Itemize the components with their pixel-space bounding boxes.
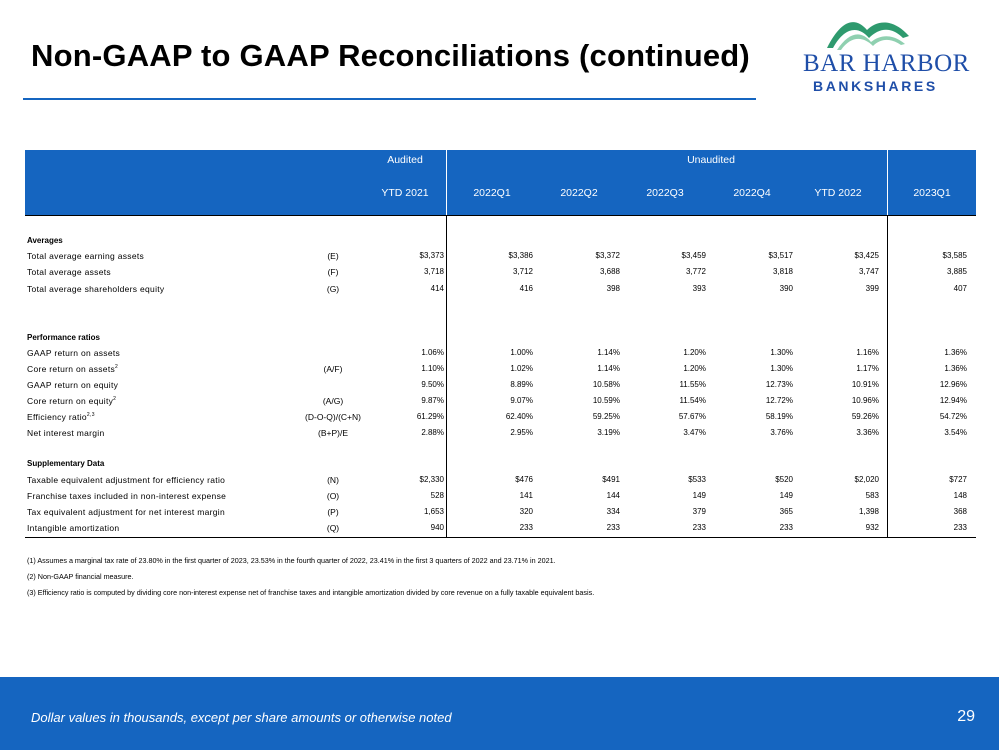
table-cell: 3.36% [856,428,879,437]
table-cell: 9.07% [510,396,533,405]
table-cell: $476 [515,475,533,484]
footnote-ref: 2 [115,364,119,371]
table-cell: 1.10% [421,364,444,373]
table-cell: $3,425 [854,251,879,260]
row-label: Total average shareholders equity [27,284,165,294]
table-cell: 3.76% [770,428,793,437]
table-cell: 12.72% [765,396,793,405]
table-cell: 407 [953,284,967,293]
table-cell: 54.72% [939,412,967,421]
page-title: Non-GAAP to GAAP Reconciliations (continued) [31,38,750,73]
table-cell: $3,517 [768,251,793,260]
table-cell: 10.59% [592,396,620,405]
row-label: GAAP return on equity [27,380,119,390]
table-cell: 1.36% [944,364,967,373]
row-label: Tax equivalent adjustment for net interest margin [27,507,226,517]
group-header-unaudited: Unaudited [687,154,735,166]
row-code: (B+P)/E [318,428,348,438]
table-cell: $533 [688,475,706,484]
column-header: 2023Q1 [913,187,951,199]
row-code: (A/G) [322,396,344,406]
table-cell: 1,398 [858,507,879,516]
table-cell: 1.14% [597,364,620,373]
table-cell: 1.20% [683,348,706,357]
column-header: 2022Q2 [560,187,598,199]
footnote: (3) Efficiency ratio is computed by dividing core non-interest expense net of franchise taxes and intangible amortization divided by core revenue on a fully taxable equivalent basis. [27,588,595,597]
footer-bar [0,677,999,750]
footnote: (1) Assumes a marginal tax rate of 23.80% in the first quarter of 2023, 23.53% in the fourth quarter of 2022, 23.41% in the first 3 quarters of 2022 and 23.71% in 2021. [27,556,556,565]
row-code: (F) [327,267,339,277]
row-code: (Q) [326,523,340,533]
table-cell: 932 [865,523,879,532]
table-cell: 416 [519,284,533,293]
row-code: (D-O-Q)/(C+N) [305,412,361,422]
table-cell: 3.19% [597,428,620,437]
row-label: Total average assets [27,267,111,277]
table-cell: 583 [865,491,879,500]
table-cell: 59.25% [592,412,620,421]
table-cell: 148 [953,491,967,500]
table-cell: 1.06% [421,348,444,357]
logo-subname: BANKSHARES [813,78,938,94]
table-cell: 10.96% [851,396,879,405]
footer-note: Dollar values in thousands, except per share amounts or otherwise noted [31,710,452,725]
table-cell: 3,747 [858,267,879,276]
row-code: (O) [326,491,340,501]
table-cell: 233 [606,523,620,532]
table-cell: 3,688 [599,267,620,276]
table-cell: 233 [953,523,967,532]
table-cell: 233 [692,523,706,532]
row-label: Efficiency ratio$^{2,3}$ [27,412,95,422]
table-cell: 149 [779,491,793,500]
section-title: Supplementary Data [27,459,105,468]
row-code: (A/F) [323,364,343,374]
table-cell: $727 [949,475,967,484]
page-number: 29 [957,708,975,725]
row-label: Core return on assets$^2$ [27,364,119,374]
column-header: YTD 2022 [814,187,862,199]
table-cell: 398 [606,284,620,293]
table-cell: 1.30% [770,364,793,373]
section-title: Averages [27,236,63,245]
table-cell: 11.54% [679,396,706,405]
row-label: Core return on equity$^2$ [27,396,117,406]
table-bottom-rule [25,537,976,538]
table-cell: $2,330 [419,475,444,484]
row-code: (G) [326,284,340,294]
header-divider [446,150,447,215]
table-cell: 940 [430,523,444,532]
table-cell: 414 [430,284,444,293]
row-code: (P) [327,507,339,517]
table-cell: 1.16% [856,348,879,357]
table-cell: $3,386 [508,251,533,260]
header-divider [887,150,888,215]
table-cell: 1.00% [510,348,533,357]
footnote: (2) Non-GAAP financial measure. [27,572,134,581]
row-code: (N) [327,475,339,485]
table-cell: 1.17% [856,364,879,373]
table-cell: 1.30% [770,348,793,357]
table-cell: 9.87% [421,396,444,405]
table-cell: 9.50% [421,380,444,389]
column-header: 2022Q1 [473,187,511,199]
table-cell: 58.19% [765,412,793,421]
company-logo [803,14,970,94]
table-cell: $520 [775,475,793,484]
table-cell: 3.54% [944,428,967,437]
table-cell: 2.88% [421,428,444,437]
table-cell: 2.95% [510,428,533,437]
table-cell: 233 [779,523,793,532]
footnote-ref: 2 [113,396,117,403]
table-cell: 320 [519,507,533,516]
table-cell: 3,885 [946,267,967,276]
table-cell: 57.67% [678,412,706,421]
table-cell: 1.14% [597,348,620,357]
table-cell: 59.26% [851,412,879,421]
row-label: Total average earning assets [27,251,145,261]
column-header: 2022Q3 [646,187,684,199]
table-cell: 379 [692,507,706,516]
row-label: GAAP return on assets [27,348,121,358]
table-cell: 3.47% [683,428,706,437]
title-underline [23,98,756,100]
table-cell: 3,718 [423,267,444,276]
table-cell: 141 [519,491,533,500]
table-cell: 12.96% [939,380,967,389]
row-label: Net interest margin [27,428,105,438]
table-cell: $2,020 [854,475,879,484]
table-cell: 1.20% [683,364,706,373]
row-label: Intangible amortization [27,523,120,533]
table-cell: 62.40% [505,412,533,421]
table-header [25,150,976,215]
column-divider [887,215,888,537]
table-cell: 61.29% [416,412,444,421]
table-cell: $3,459 [681,251,706,260]
table-cell: 334 [606,507,620,516]
table-cell: $3,373 [419,251,444,260]
column-divider [446,215,447,537]
table-cell: 12.73% [765,380,793,389]
table-cell: 144 [606,491,620,500]
row-label: Taxable equivalent adjustment for efficiency ratio [27,475,226,485]
table-cell: 11.55% [679,380,706,389]
table-cell: 12.94% [939,396,967,405]
table-top-rule [25,215,976,216]
table-cell: 3,772 [685,267,706,276]
table-cell: 149 [692,491,706,500]
table-cell: 10.91% [851,380,879,389]
section-title: Performance ratios [27,333,100,342]
table-cell: 1.36% [944,348,967,357]
mountain-logo-icon [823,14,913,54]
table-cell: 10.58% [592,380,620,389]
group-header-audited: Audited [387,154,423,166]
table-cell: $3,585 [942,251,967,260]
table-cell: 1,653 [423,507,444,516]
logo-name: BAR HARBOR [803,50,970,77]
table-cell: 1.02% [510,364,533,373]
row-label: Franchise taxes included in non-interest expense [27,491,227,501]
row-code: (E) [327,251,339,261]
table-cell: 399 [865,284,879,293]
table-cell: 393 [692,284,706,293]
table-cell: 3,712 [512,267,533,276]
table-cell: 528 [430,491,444,500]
table-cell: $491 [602,475,620,484]
table-cell: 8.89% [510,380,533,389]
table-cell: 365 [779,507,793,516]
table-cell: 3,818 [772,267,793,276]
table-cell: $3,372 [595,251,620,260]
footnote-ref: 2,3 [86,412,95,419]
column-header: 2022Q4 [733,187,771,199]
table-cell: 390 [779,284,793,293]
table-cell: 233 [519,523,533,532]
table-cell: 368 [953,507,967,516]
column-header: YTD 2021 [381,187,429,199]
